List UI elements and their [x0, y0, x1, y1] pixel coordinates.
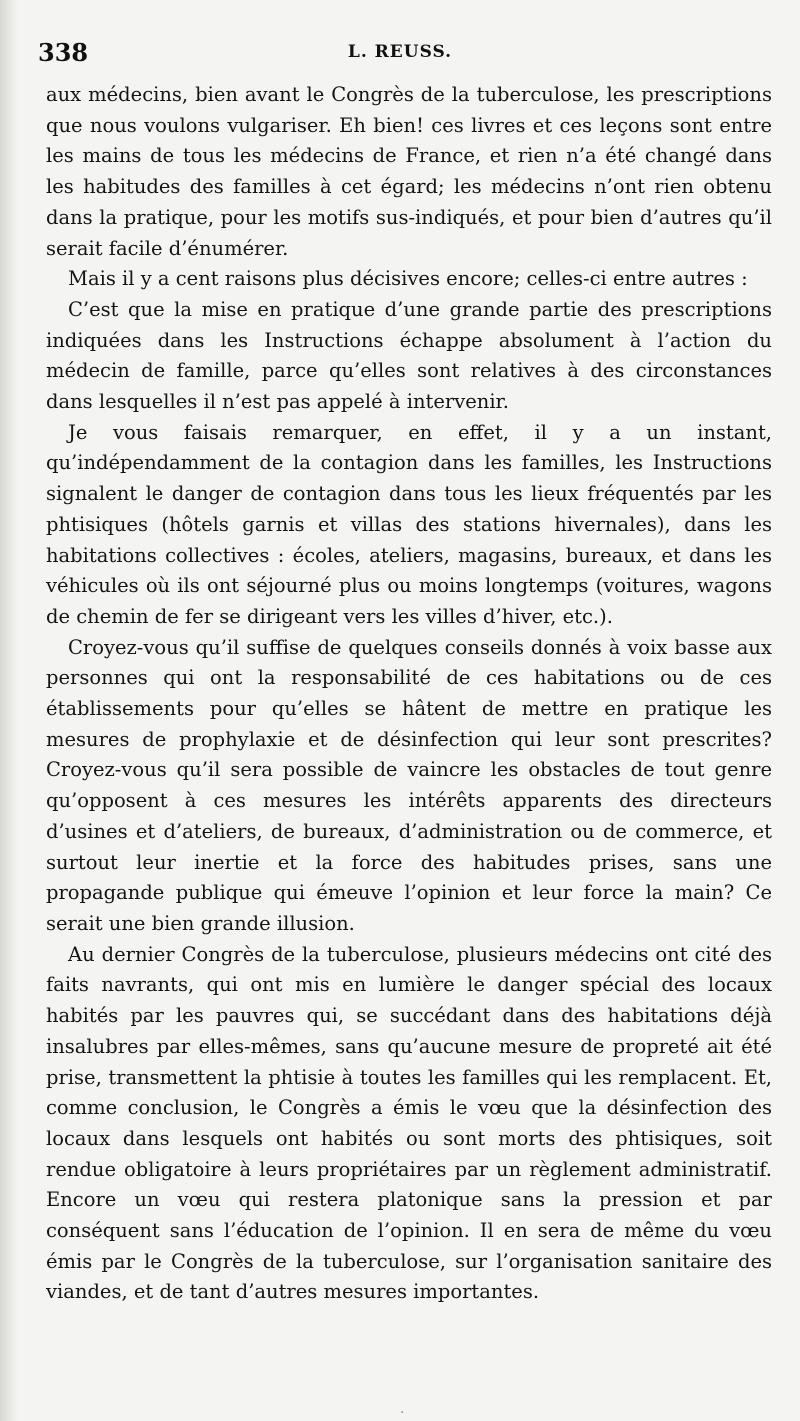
paragraph: C’est que la mise en pratique d’une grande partie des prescriptions indiquées dans les Instructions échappe absolument à l’action du médecin de famille, parce qu’elles sont relatives à des circonstances dans lesquelles il n’est pas appelé à intervenir.	[46, 297, 772, 414]
paragraph: Mais il y a cent raisons plus décisives encore; celles-ci entre autres :	[68, 267, 748, 291]
page-footer	[0, 1385, 800, 1421]
paragraph: Au dernier Congrès de la tuberculose, plusieurs médecins ont cité des faits navrants, qui ont mis en lumière le danger spécial des locaux habités par les pauvres qui, se succédant dans des habitations déjà insalubres par elles-mêmes, sans qu’aucune mesure de propreté ait été prise, transmettent la phtisie à toutes les familles qui les remplacent. Et, comme conclusion, le Congrès a émis le vœu que la désinfection des locaux dans lesquels ont habités ou sont morts des phtisiques, soit rendue obligatoire à leurs propriétaires par un règlement administratif. Encore un vœu qui restera platonique sans la pression et par conséquent sans l’éducation de l’opinion. Il en sera de même du vœu émis par le Congrès de la tuberculose, sur l’organisation sanitaire des viandes, et de tant d’autres mesures importantes.	[46, 942, 772, 1304]
paragraph: aux médecins, bien avant le Congrès de la tuberculose, les prescriptions que nous voulons vulgariser. Eh bien! ces livres et ces leçons sont entre les mains de tous les médecins de France, et rien n’a été changé dans les habitudes des familles à cet égard; les médecins n’ont rien obtenu dans la pratique, pour les motifs sus-indiqués, et pour bien d’autres qu’il serait facile d’énumérer.	[46, 83, 772, 260]
body-text	[46, 80, 772, 1308]
page-number: 338	[38, 38, 89, 67]
running-head: L. REUSS.	[347, 42, 453, 62]
page-header	[38, 38, 762, 68]
paragraph: Je vous faisais remarquer, en effet, il y a un instant, qu’indépendamment de la contagion dans les familles, les Instructions signalent le danger de contagion dans tous les lieux fréquentés par les phtisiques (hôtels garnis et villas des stations hivernales), dans les habitations collectives : écoles, ateliers, magasins, bureaux, et dans les véhicules où ils ont séjourné plus ou moins longtemps (voitures, wagons de chemin de fer se dirigeant vers les villes d’hiver, etc.).	[46, 420, 772, 628]
page-gutter-shadow	[0, 0, 18, 1421]
footer-mark: .	[400, 1401, 405, 1417]
paragraph: Croyez-vous qu’il suffise de quelques conseils donnés à voix basse aux personnes qui ont la responsabilité de ces habitations ou de ces établissements pour qu’elles se hâtent de mettre en pratique les mesures de prophylaxie et de désinfection qui leur sont prescrites? Croyez-vous qu’il sera possible de vaincre les obstacles de tout genre qu’opposent à ces mesures les intérêts apparents des directeurs d’usines et d’ateliers, de bureaux, d’administration ou de commerce, et surtout leur inertie et la force des habitudes prises, sans une propagande publique qui émeuve l’opinion et leur force la main? Ce serait une bien grande illusion.	[46, 635, 772, 935]
